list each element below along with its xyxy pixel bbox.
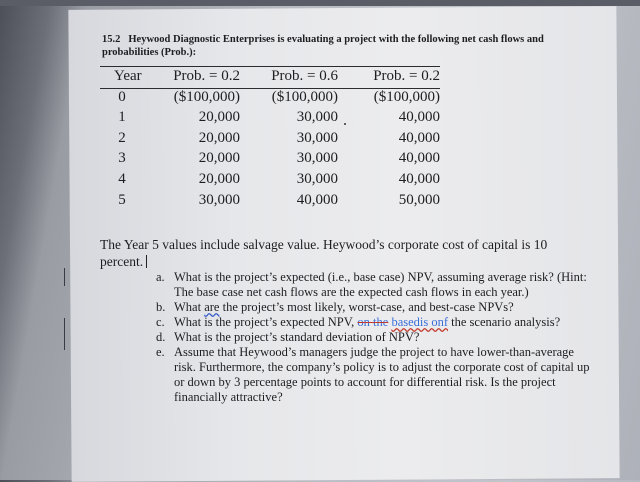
- question-d[interactable]: [156, 330, 596, 345]
- question-b[interactable]: [156, 300, 596, 315]
- table-rule-top: [100, 66, 440, 67]
- table-cell: 50,000: [398, 191, 440, 208]
- table-cell-year: 4: [118, 170, 126, 187]
- intro-paragraph[interactable]: [100, 236, 590, 270]
- table-header-prob: Prob. = 0.2: [173, 68, 240, 84]
- monitor-top-edge: [0, 0, 640, 6]
- text-cursor-mark: [64, 318, 65, 350]
- question-text-post: the project’s most likely, worst-case, and best-case NPVs?: [219, 300, 514, 314]
- question-c[interactable]: [156, 315, 596, 330]
- table-cell: 30,000: [296, 109, 338, 126]
- table-row: [100, 109, 450, 130]
- table-header-prob: Prob. = 0.2: [373, 68, 440, 84]
- table-cell: ($100,000): [271, 88, 338, 105]
- question-a[interactable]: [156, 270, 596, 300]
- question-list: [156, 270, 596, 405]
- table-cell: 30,000: [296, 170, 338, 187]
- table-row: [100, 171, 450, 192]
- table-row: [100, 150, 450, 171]
- table-cell-year: 5: [118, 191, 126, 208]
- table-cell: 20,000: [198, 170, 240, 187]
- question-text-pre: What: [174, 300, 205, 314]
- table-row: [100, 130, 450, 151]
- question-label: b.: [156, 300, 166, 314]
- cash-flow-table: [100, 68, 450, 212]
- table-cell: 40,000: [398, 129, 440, 146]
- table-cell-year: 1: [118, 109, 126, 126]
- question-text: What is the project’s expected (i.e., base case) NPV, assuming average risk? (Hint: The base case net cash flows are the expected cash flows in each year.): [174, 270, 587, 299]
- table-cell: 40,000: [296, 191, 338, 208]
- tracked-insertion[interactable]: basedis onf: [391, 315, 449, 329]
- table-cell: 20,000: [198, 109, 240, 126]
- table-row: [100, 192, 450, 213]
- table-cell: 40,000: [398, 170, 440, 187]
- text-caret: [146, 255, 147, 268]
- question-text-post: the scenario analysis?: [448, 315, 561, 329]
- question-label: c.: [156, 315, 165, 329]
- table-cell: ($100,000): [173, 88, 240, 105]
- table-cell: 40,000: [398, 150, 440, 167]
- grammar-flag-word[interactable]: are: [204, 300, 220, 314]
- table-cell-year: 0: [118, 88, 126, 105]
- question-label: e.: [156, 345, 165, 359]
- table-cell: 20,000: [198, 150, 240, 167]
- intro-paragraph-text: The Year 5 values include salvage value. Heywood’s corporate cost of capital is 10 percent.: [100, 237, 548, 269]
- table-cell-year: 3: [118, 150, 126, 167]
- stray-dot-mark: [344, 123, 346, 125]
- problem-number: 15.2: [102, 34, 121, 45]
- problem-header-text: Heywood Diagnostic Enterprises is evaluating a project with the following net cash flows and probabilities (Prob.):: [102, 34, 544, 58]
- table-cell: 30,000: [296, 150, 338, 167]
- question-e[interactable]: [156, 345, 596, 405]
- question-text: What is the project’s standard deviation of NPV?: [174, 330, 420, 344]
- table-cell-year: 2: [118, 129, 126, 146]
- table-header-year: Year: [114, 68, 142, 84]
- question-label: d.: [156, 330, 166, 344]
- table-cell: ($100,000): [373, 88, 440, 105]
- table-cell: 30,000: [296, 129, 338, 146]
- problem-header: [102, 33, 582, 59]
- question-text: Assume that Heywood’s managers judge the project to have lower-than-average risk. Furthermore, the company’s policy is to adjust the corporate cost of capital up or down by 3 percentage points to account for differential risk. Is the project financially attractive?: [174, 345, 590, 404]
- question-text-pre: What is the project’s expected NPV,: [174, 315, 358, 329]
- table-cell: 40,000: [398, 109, 440, 126]
- table-header-row: [100, 68, 450, 89]
- table-cell: 20,000: [198, 129, 240, 146]
- table-row: [100, 89, 450, 110]
- tracked-deletion[interactable]: on the: [357, 315, 389, 329]
- table-cell: 30,000: [198, 191, 240, 208]
- question-label: a.: [156, 270, 165, 284]
- text-cursor-mark: [64, 268, 65, 286]
- table-header-prob: Prob. = 0.6: [271, 68, 338, 84]
